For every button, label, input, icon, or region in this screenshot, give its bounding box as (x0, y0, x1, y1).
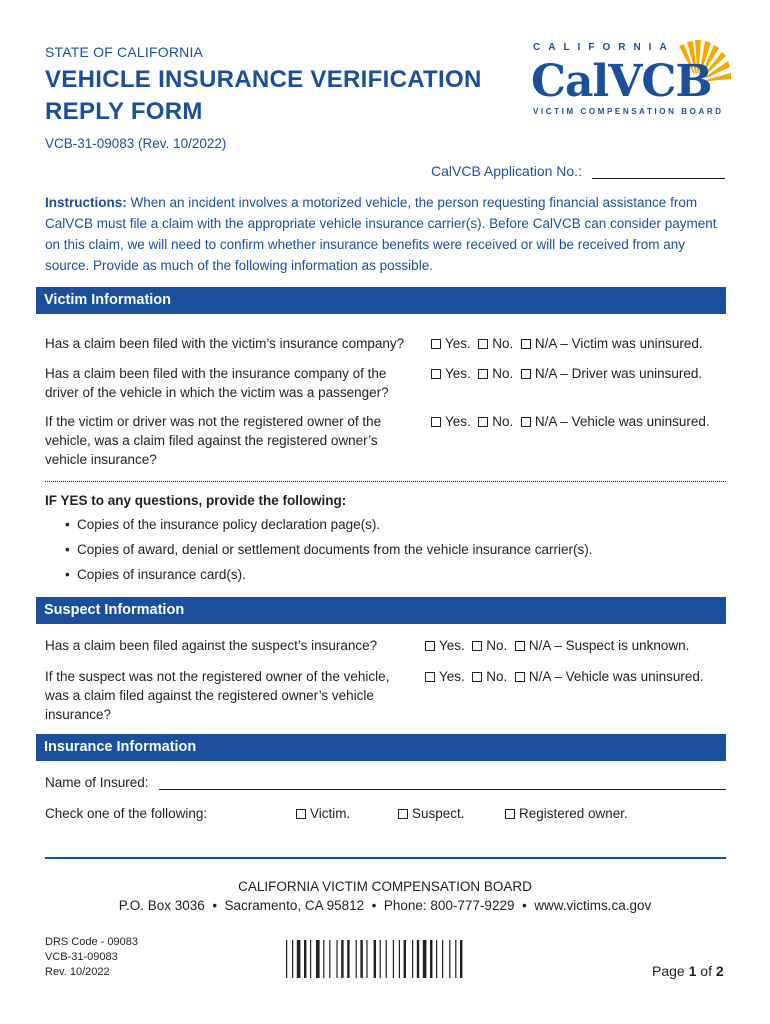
if-yes-heading: IF YES to any questions, provide the following: (45, 493, 347, 508)
revision: Rev. 10/2022 (45, 966, 110, 978)
if-yes-item-text: Copies of the insurance policy declaration page(s). (77, 517, 381, 532)
barcode-bar (297, 940, 301, 978)
victim-question-3: If the victim or driver was not the registered owner of the vehicle, was a claim filed against the registered owner’s vehicle insurance? (45, 414, 382, 467)
barcode-bar (430, 940, 432, 978)
barcode-bar (399, 940, 400, 978)
yes-checkbox[interactable] (431, 369, 441, 379)
footer-divider (45, 857, 726, 859)
barcode-bar (386, 940, 387, 978)
logo-board-text: VICTIM COMPENSATION BOARD (533, 107, 724, 116)
no-checkbox[interactable] (478, 369, 488, 379)
no-checkbox[interactable] (478, 417, 488, 427)
barcode-bar (366, 940, 367, 978)
logo-calvcb-text: CalVCB (531, 56, 712, 107)
form-codes (45, 935, 138, 980)
na-label: N/A – Victim was uninsured. (534, 336, 703, 351)
form-number: VCB-31-09083 (Rev. 10/2022) (45, 136, 227, 151)
na-label: N/A – Vehicle was uninsured. (534, 414, 710, 429)
state-label: STATE OF CALIFORNIA (45, 44, 204, 60)
no-label: No. (492, 336, 514, 351)
yes-checkbox[interactable] (425, 641, 435, 651)
registered-owner-checkbox[interactable] (505, 809, 515, 819)
check-one-label: Check one of the following: (45, 806, 208, 821)
na-checkbox[interactable] (515, 641, 525, 651)
barcode-bar (374, 940, 376, 978)
if-yes-item-text: Copies of award, denial or settlement documents from the vehicle insurance carrier(s). (77, 542, 593, 557)
victim-option-label: Victim. (310, 806, 351, 821)
no-label: No. (492, 366, 514, 381)
barcode-bar (436, 940, 437, 978)
suspect-option-label: Suspect. (412, 806, 465, 821)
victim-checkbox[interactable] (296, 809, 306, 819)
no-label: No. (486, 669, 508, 684)
na-checkbox[interactable] (521, 339, 531, 349)
na-label: N/A – Suspect is unknown. (528, 638, 690, 653)
application-no-label: CalVCB Application No.: (431, 163, 582, 179)
name-of-insured-field[interactable] (159, 789, 726, 790)
if-yes-item: • Copies of insurance card(s). (65, 567, 246, 582)
yes-checkbox[interactable] (425, 672, 435, 682)
na-label: N/A – Driver was uninsured. (534, 366, 703, 381)
barcode-image (286, 940, 470, 978)
if-yes-item: • Copies of the insurance policy declaration page(s). (65, 517, 381, 532)
registered-owner-option (505, 806, 628, 821)
na-checkbox[interactable] (515, 672, 525, 682)
yes-label: Yes. (445, 366, 471, 381)
barcode-bar (393, 940, 394, 978)
barcode-bar (316, 940, 320, 978)
page-of: of (696, 963, 716, 979)
na-checkbox[interactable] (521, 417, 531, 427)
barcode-bar (329, 940, 330, 978)
suspect-section-header: Suspect Information (36, 597, 726, 624)
suspect-question-2: If the suspect was not the registered owner of the vehicle, was a claim filed against the registered owner’s vehicle insurance? (45, 669, 390, 722)
dotted-divider (45, 481, 726, 482)
if-yes-item: • Copies of award, denial or settlement documents from the vehicle insurance carrier(s). (65, 542, 593, 557)
barcode-bar (455, 940, 456, 978)
registered-owner-option-label: Registered owner. (519, 806, 628, 821)
barcode-bar (292, 940, 293, 978)
if-yes-item-text: Copies of insurance card(s). (77, 567, 246, 582)
yes-label: Yes. (445, 336, 471, 351)
barcode-bar (442, 940, 443, 978)
form-title (45, 64, 482, 128)
no-checkbox[interactable] (472, 672, 482, 682)
suspect-option (398, 806, 465, 821)
footer-address: P.O. Box 3036 • Sacramento, CA 95812 • Phone: 800-777-9229 • www.victims.ca.gov (118, 898, 652, 913)
barcode-bar (286, 940, 287, 978)
victim-section-header: Victim Information (36, 287, 726, 314)
no-label: No. (492, 414, 514, 429)
victim-question-1: Has a claim been filed with the victim’s insurance company? (45, 336, 405, 351)
yes-checkbox[interactable] (431, 417, 441, 427)
suspect-question-1: Has a claim been filed against the suspect’s insurance? (45, 638, 378, 653)
barcode-bar (404, 940, 406, 978)
instructions-text: When an incident involves a motorized vehicle, the person requesting financial assistance from CalVCB must file a claim with the appropriate vehicle insurance carrier(s). Before CalVCB can consider payment on this claim, we will need to confirm whether insurance benefits were received or will be received from any source. Provide as much of the following information as possible. (45, 195, 717, 273)
victim-question-2: Has a claim been filed with the insurance company of the driver of the vehicle in which the victim was a passenger? (45, 366, 389, 400)
form-code: VCB-31-09083 (45, 951, 118, 963)
barcode-bar (356, 940, 357, 978)
barcode-bar (423, 940, 427, 978)
yes-label: Yes. (439, 638, 465, 653)
na-label: N/A – Vehicle was uninsured. (528, 669, 704, 684)
name-of-insured-label: Name of Insured: (45, 775, 149, 790)
page-prefix: Page (652, 963, 689, 979)
barcode-bar (323, 940, 324, 978)
form-title-line2: REPLY FORM (45, 98, 203, 125)
page-number (652, 963, 724, 979)
victim-options-3 (431, 412, 710, 431)
page-total: 2 (715, 963, 724, 979)
calvcb-logo (525, 38, 730, 122)
barcode-bar (310, 940, 311, 978)
application-no-field[interactable] (592, 178, 725, 179)
footer-organization: CALIFORNIA VICTIM COMPENSATION BOARD (238, 879, 532, 894)
yes-checkbox[interactable] (431, 339, 441, 349)
insurance-section-header: Insurance Information (36, 734, 726, 761)
no-label: No. (486, 638, 508, 653)
victim-options-2 (431, 364, 702, 383)
barcode-bar (341, 940, 343, 978)
instructions-lead: Instructions: (45, 195, 127, 210)
barcode-bar (360, 940, 362, 978)
suspect-options-1 (425, 636, 689, 655)
form-title-line1: VEHICLE INSURANCE VERIFICATION (45, 66, 482, 93)
page-current: 1 (688, 963, 697, 979)
logo-california-text: CALIFORNIA (533, 42, 675, 53)
barcode-bar (417, 940, 419, 978)
barcode-bar (460, 940, 462, 978)
barcode-bar (449, 940, 450, 978)
barcode-bar (412, 940, 413, 978)
drs-code: DRS Code - 09083 (45, 936, 138, 948)
barcode-bar (304, 940, 306, 978)
yes-label: Yes. (445, 414, 471, 429)
suspect-checkbox[interactable] (398, 809, 408, 819)
yes-label: Yes. (439, 669, 465, 684)
barcode-bar (347, 940, 349, 978)
victim-options-1 (431, 334, 703, 353)
suspect-options-2 (425, 667, 704, 686)
instructions (45, 192, 730, 276)
no-checkbox[interactable] (478, 339, 488, 349)
barcode-bar (380, 940, 381, 978)
barcode-bar (336, 940, 337, 978)
no-checkbox[interactable] (472, 641, 482, 651)
victim-option (296, 806, 350, 821)
na-checkbox[interactable] (521, 369, 531, 379)
